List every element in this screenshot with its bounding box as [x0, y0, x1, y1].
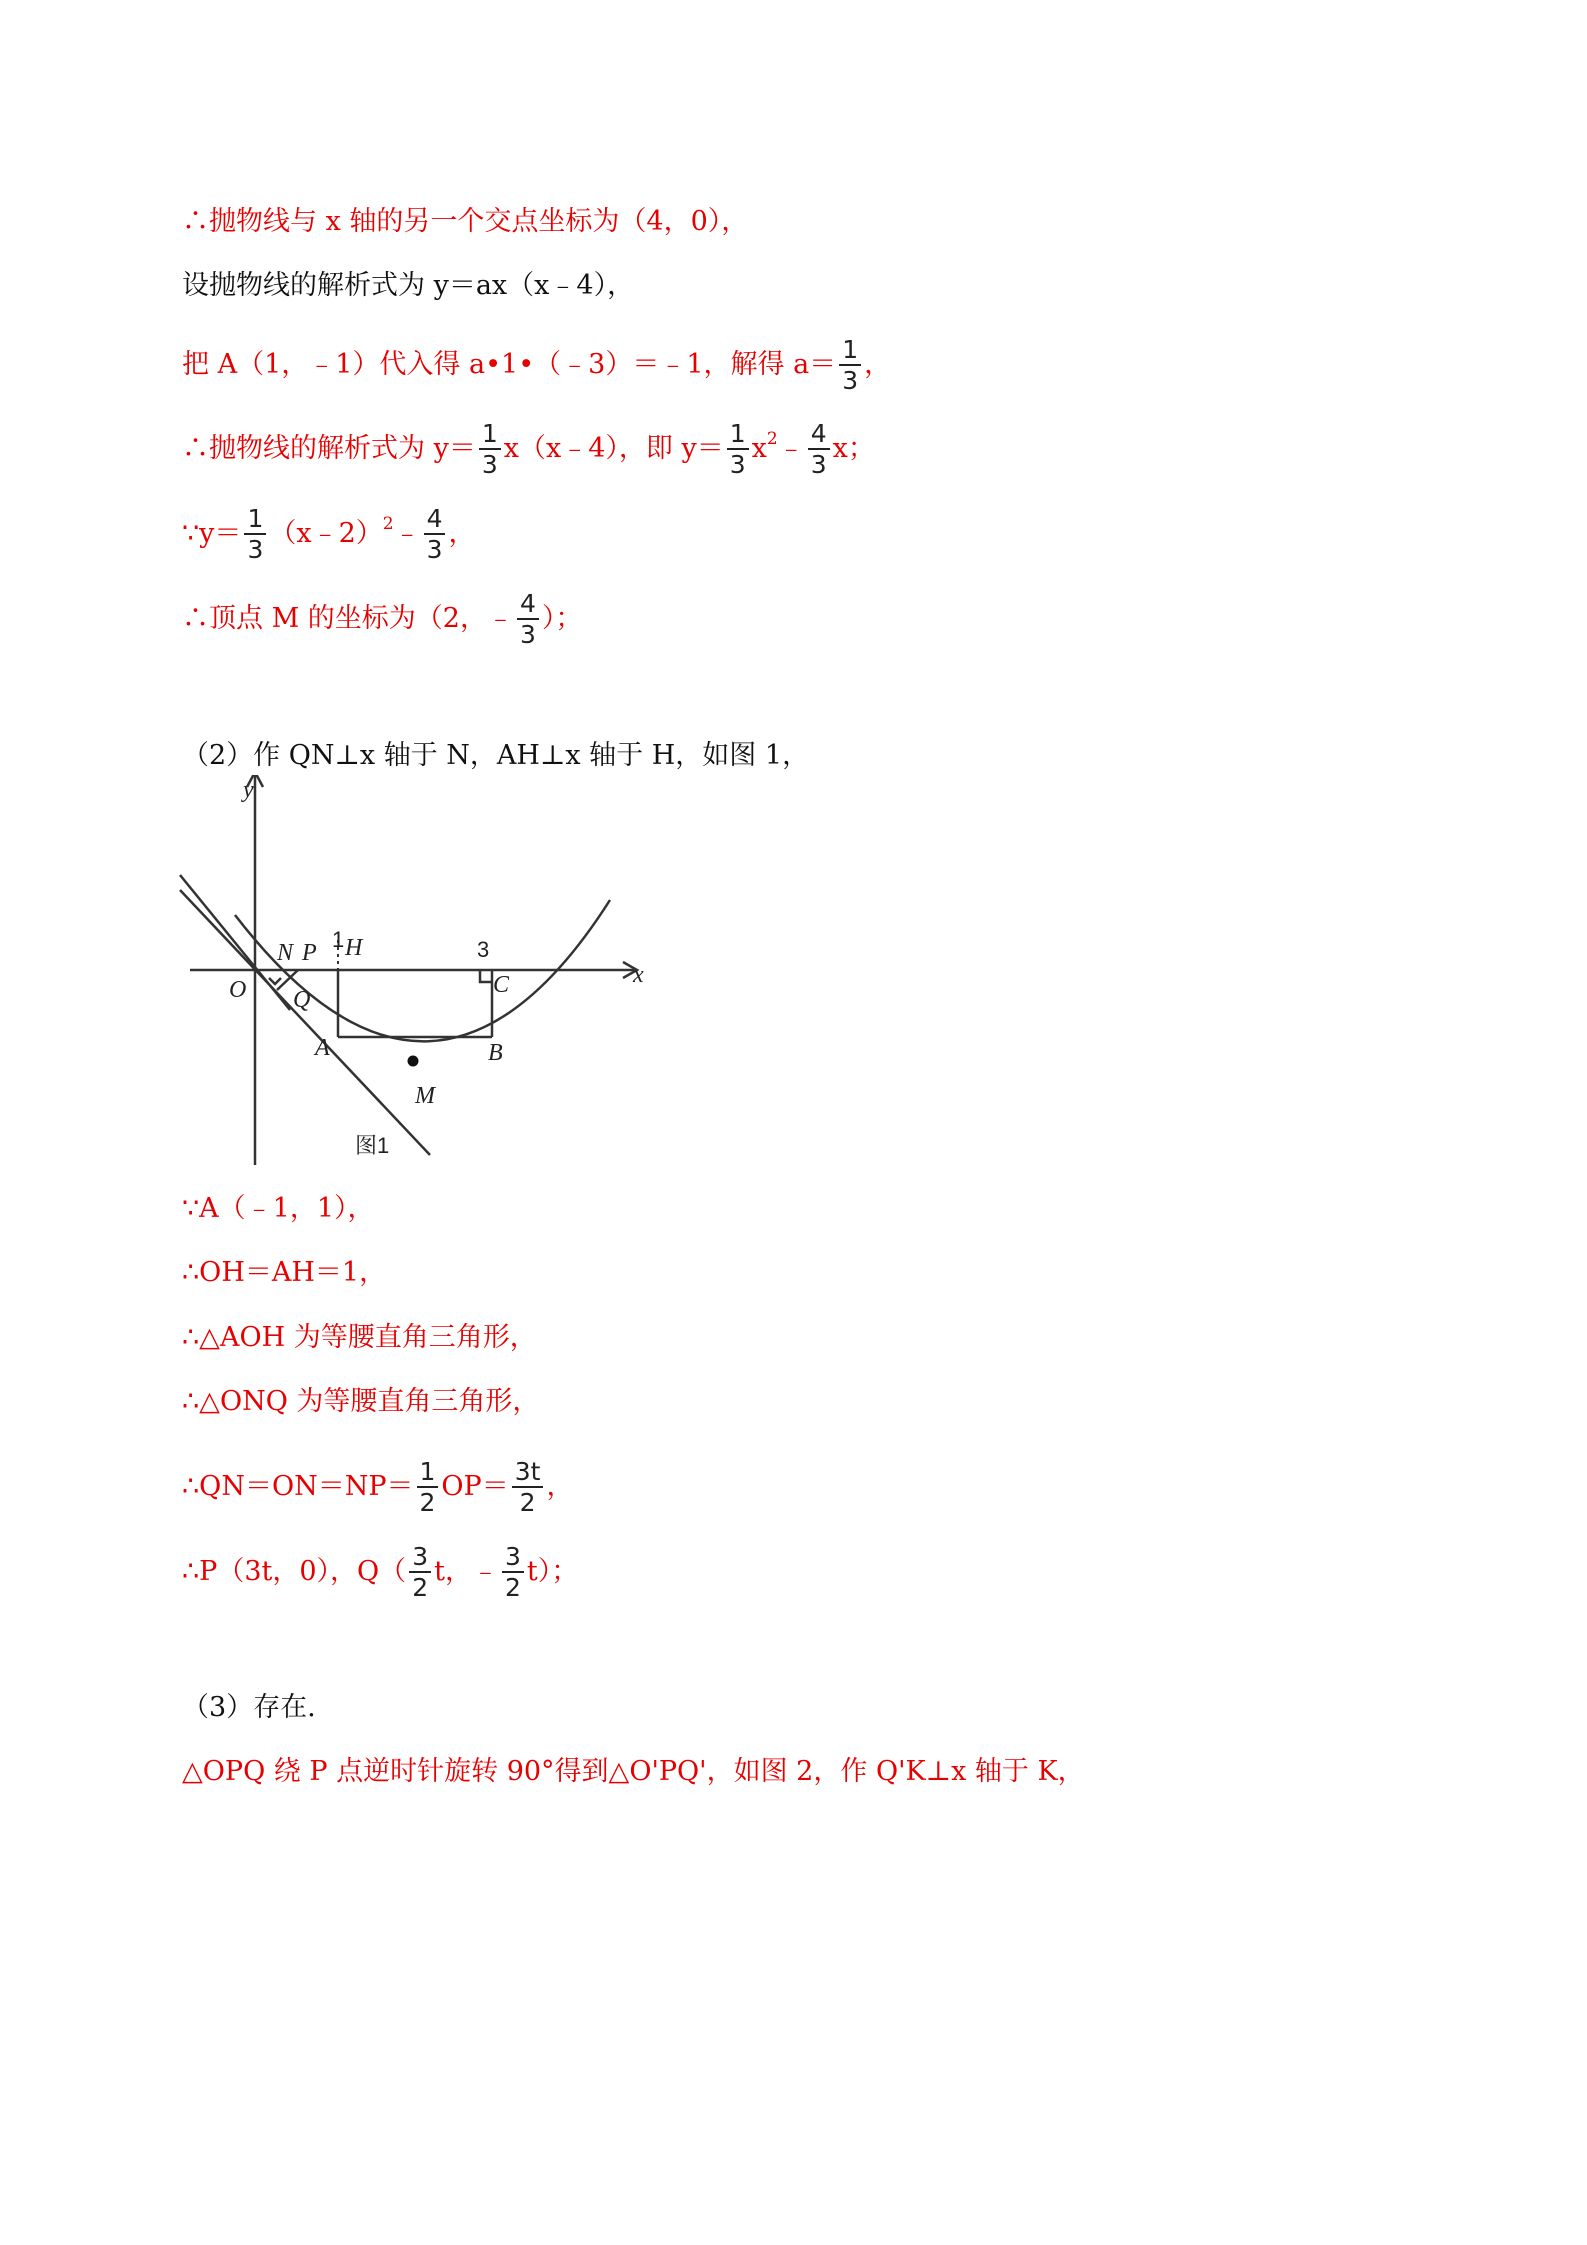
line-triangle-onq: [182, 1382, 539, 1422]
line-oh-ah: [182, 1253, 386, 1293]
text: OP＝: [441, 1471, 509, 1502]
denominator: 3: [426, 535, 443, 564]
text: t）；: [526, 1556, 579, 1587]
numerator: 3: [504, 1542, 521, 1571]
line-parabola-form: [182, 266, 634, 306]
denominator: 3: [810, 450, 827, 479]
text: 设抛物线的解析式为 y＝ax（x﹣4），: [182, 270, 635, 301]
right-angle-mark-c: [480, 970, 492, 982]
label-m: M: [415, 1083, 435, 1109]
label-q: Q: [293, 987, 311, 1013]
fraction: [839, 336, 861, 394]
numerator: 3: [412, 1542, 429, 1571]
fraction: [517, 590, 539, 648]
fraction: [417, 1458, 439, 1516]
numerator: 1: [729, 419, 746, 448]
text: x: [751, 433, 767, 464]
label-tick-3: 3: [477, 937, 490, 962]
denominator: 3: [729, 450, 746, 479]
text: ∴抛物线的解析式为 y＝: [182, 433, 476, 464]
line-intersection: [182, 202, 748, 242]
text: 把 A（1，﹣1）代入得 a•1•（﹣3）＝﹣1，解得 a＝: [182, 349, 837, 380]
fraction: [808, 420, 830, 478]
text: （2）作 QN⊥x 轴于 N，AH⊥x 轴于 H，如图 1，: [182, 740, 810, 771]
text: ，: [546, 1471, 574, 1502]
part-3-heading: [182, 1688, 316, 1728]
figure-caption: 图1: [355, 1133, 390, 1158]
label-n: N: [277, 940, 294, 966]
denominator: 3: [481, 450, 498, 479]
fraction: [424, 505, 446, 563]
line-qn-on-np: [182, 1458, 573, 1516]
label-x: x: [633, 962, 644, 988]
text: ∴QN＝ON＝NP＝: [182, 1471, 414, 1502]
superscript: 2: [766, 429, 778, 449]
numerator: 1: [481, 419, 498, 448]
numerator: 4: [520, 589, 536, 618]
label-p: P: [302, 940, 317, 966]
label-b: B: [488, 1040, 503, 1066]
text: （3）存在.: [182, 1692, 316, 1723]
superscript: 2: [382, 514, 394, 534]
text: ∴抛物线与 x 轴的另一个交点坐标为（4，0），: [182, 206, 749, 237]
text: ﹣: [393, 518, 421, 549]
vertex-m-point: [408, 1056, 419, 1067]
denominator: 2: [419, 1488, 436, 1517]
figure-1-diagram: [175, 775, 655, 1175]
fraction: [244, 505, 266, 563]
text: ∴△ONQ 为等腰直角三角形，: [182, 1386, 540, 1417]
fraction: [479, 420, 501, 478]
fraction: [409, 1543, 431, 1601]
fraction: [512, 1458, 544, 1516]
denominator: 2: [412, 1573, 429, 1602]
text: x；: [832, 433, 875, 464]
line-vertex-form: [182, 505, 475, 563]
denominator: 3: [247, 535, 264, 564]
text: （x﹣2）: [269, 518, 383, 549]
numerator: 4: [426, 504, 443, 533]
text: ∴P（3t，0），Q（: [182, 1556, 407, 1587]
label-tick-1: 1: [332, 927, 345, 952]
label-y: y: [243, 777, 254, 803]
denominator: 3: [842, 366, 859, 395]
text: ，: [448, 518, 476, 549]
text: t，﹣: [434, 1556, 499, 1587]
denominator: 2: [504, 1573, 521, 1602]
line-substitute-a: [182, 336, 891, 394]
label-o: O: [229, 977, 247, 1003]
numerator: 1: [419, 1457, 436, 1486]
line-points-p-q: [182, 1543, 578, 1601]
text: ）；: [541, 603, 583, 634]
numerator: 4: [810, 419, 827, 448]
part-2-heading: [182, 736, 809, 776]
numerator: 3t: [514, 1457, 541, 1486]
text: ∴△AOH 为等腰直角三角形，: [182, 1322, 537, 1353]
text: ，: [864, 349, 892, 380]
label-a: A: [315, 1035, 330, 1061]
line-parabola-expression: [182, 420, 875, 478]
text: ∵y＝: [182, 518, 242, 549]
label-h: H: [345, 935, 363, 961]
denominator: 2: [519, 1488, 536, 1517]
right-angle-mark-q: [269, 978, 281, 984]
numerator: 1: [842, 335, 859, 364]
line-triangle-aoh: [182, 1318, 537, 1358]
text: x（x﹣4），即 y＝: [503, 433, 724, 464]
line-vertex-coordinates: [182, 590, 582, 648]
fraction: [727, 420, 749, 478]
label-c: C: [493, 972, 510, 998]
text: ∵A（﹣1，1），: [182, 1193, 375, 1224]
line-point-a: [182, 1189, 375, 1229]
tangent-line: [180, 890, 430, 1155]
text: ∴OH＝AH＝1，: [182, 1257, 387, 1288]
text: △OPQ 绕 P 点逆时针旋转 90°得到△O'PQ'，如图 2，作 Q'K⊥x 轴于 K，: [182, 1756, 1085, 1787]
denominator: 3: [520, 620, 536, 649]
numerator: 1: [247, 504, 264, 533]
figure-1: [175, 775, 655, 1175]
text: ∴顶点 M 的坐标为（2，﹣: [182, 603, 514, 634]
fraction: [502, 1543, 524, 1601]
text: ﹣: [777, 433, 805, 464]
line-rotation: [182, 1752, 1085, 1792]
